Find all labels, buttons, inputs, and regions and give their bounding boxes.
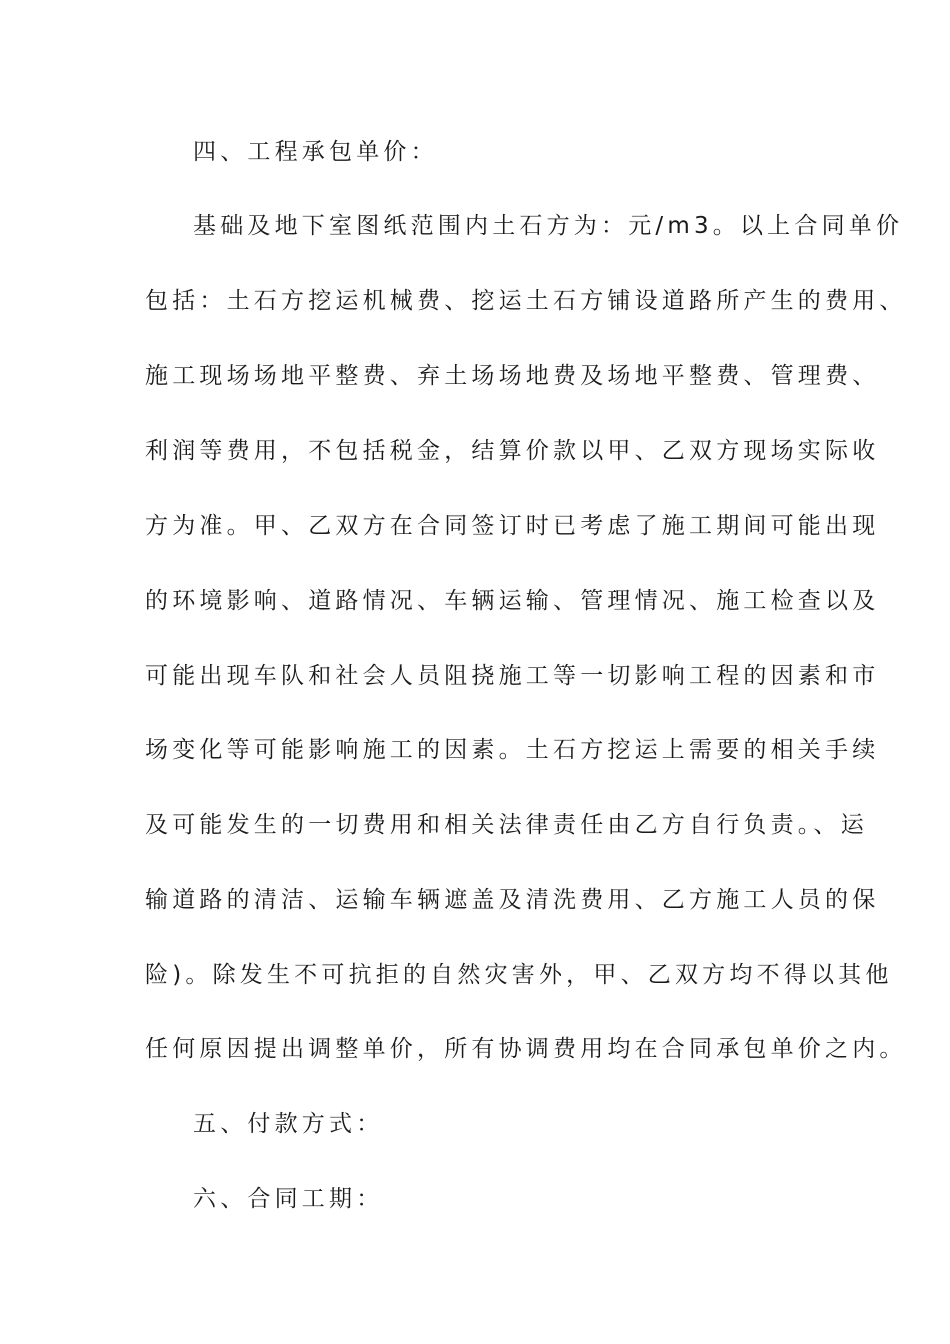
paragraph-line: 及可能发生的一切费用和相关法律责任由乙方自行负责。、运 — [145, 812, 868, 838]
section-6-heading: 六、合同工期： — [193, 1186, 384, 1212]
paragraph-line: 利润等费用，不包括税金，结算价款以甲、乙双方现场实际收 — [145, 438, 880, 464]
paragraph-line: 险)。除发生不可抗拒的自然灾害外，甲、乙双方均不得以其他 — [145, 962, 893, 988]
paragraph-line: 任何原因提出调整单价，所有协调费用均在合同承包单价之内。 — [145, 1036, 907, 1062]
paragraph-line: 的环境影响、道路情况、车辆运输、管理情况、施工检查以及 — [145, 588, 880, 614]
paragraph-line: 包括：土石方挖运机械费、挖运土石方铺设道路所产生的费用、 — [145, 288, 907, 314]
paragraph-line: 可能出现车队和社会人员阻挠施工等一切影响工程的因素和市 — [145, 663, 880, 689]
paragraph-line: 施工现场场地平整费、弃土场场地费及场地平整费、管理费、 — [145, 363, 880, 389]
section-5-heading: 五、付款方式： — [193, 1111, 384, 1137]
paragraph-line: 输道路的清洁、运输车辆遮盖及清洗费用、乙方施工人员的保 — [145, 887, 880, 913]
section-4-heading: 四、工程承包单价： — [193, 139, 438, 165]
paragraph-line: 基础及地下室图纸范围内土石方为：元/m3。以上合同单价 — [193, 213, 904, 239]
paragraph-line: 场变化等可能影响施工的因素。土石方挖运上需要的相关手续 — [145, 737, 880, 763]
paragraph-line: 方为准。甲、乙双方在合同签订时已考虑了施工期间可能出现 — [145, 513, 880, 539]
